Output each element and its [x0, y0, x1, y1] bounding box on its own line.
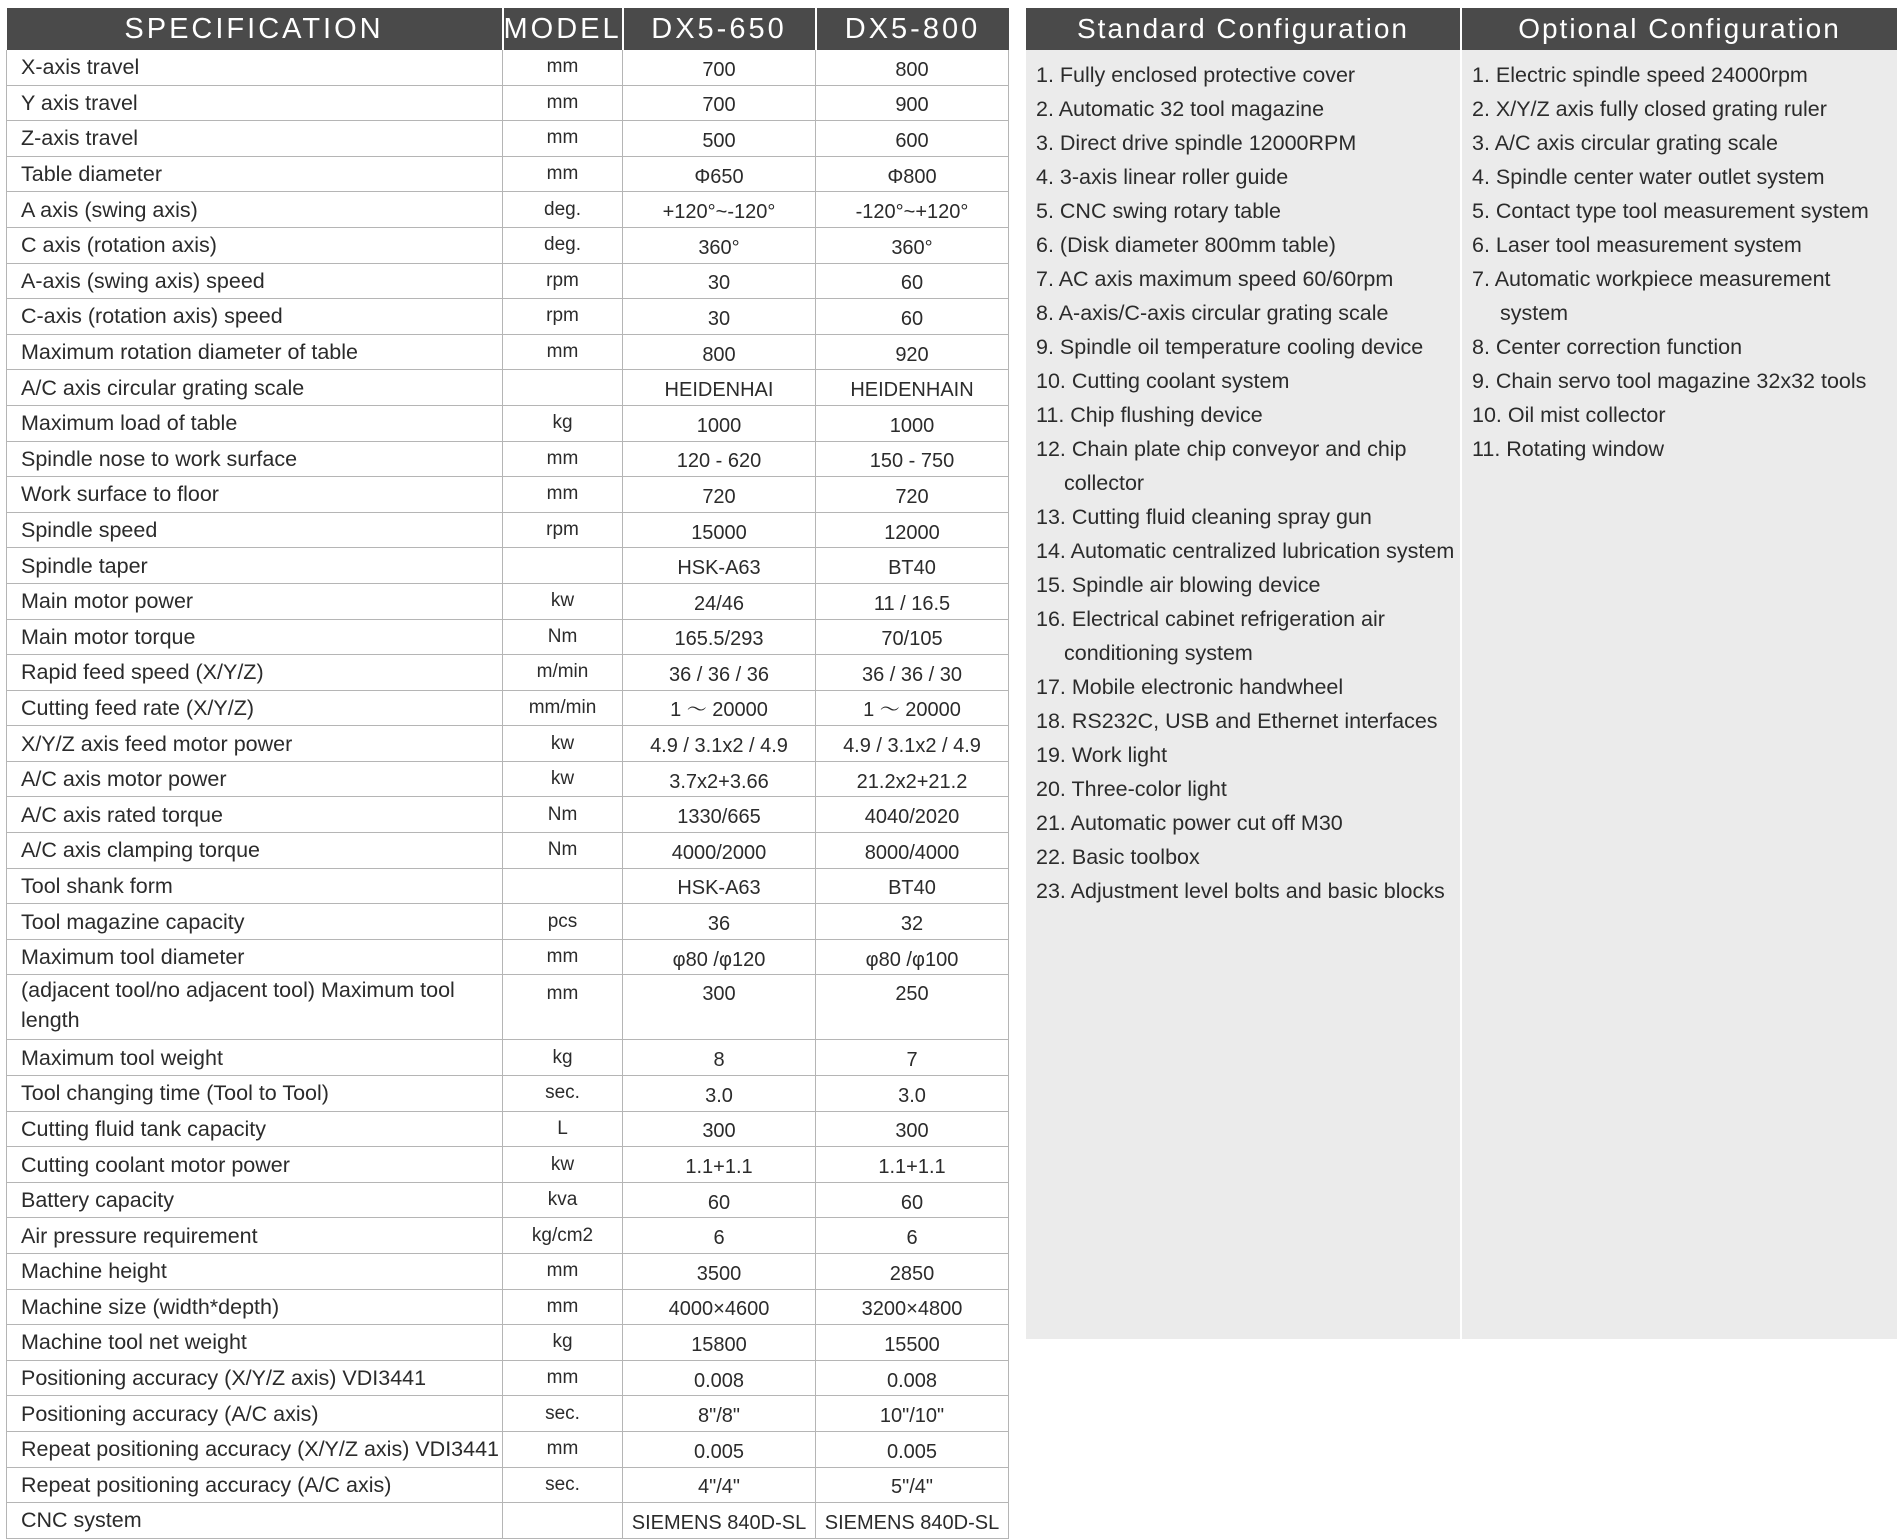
spec-dx5-800-value: 15500 [816, 1325, 1009, 1361]
spec-dx5-650-value: φ80 /φ120 [623, 939, 816, 975]
spec-label-cell: Y axis travel [7, 85, 503, 121]
spec-label-cell: Battery capacity [7, 1182, 503, 1218]
spec-label-cell: A/C axis rated torque [7, 797, 503, 833]
spec-dx5-800-value: 36 / 36 / 30 [816, 655, 1009, 691]
spec-dx5-800-value: 250 [816, 975, 1009, 1040]
specification-table-section [6, 8, 1008, 1539]
table-row [7, 1254, 1009, 1290]
spec-unit-cell: mm [503, 975, 623, 1040]
standard-config-item: 13. Cutting fluid cleaning spray gun [1036, 505, 1372, 529]
spec-dx5-650-value: 1 ～ 20000 [623, 690, 816, 726]
standard-config-item: 3. Direct drive spindle 12000RPM [1036, 131, 1357, 155]
spec-dx5-800-value: 11 / 16.5 [816, 583, 1009, 619]
spec-dx5-800-value: 60 [816, 1182, 1009, 1218]
spec-dx5-650-value: 15800 [623, 1325, 816, 1361]
spec-dx5-650-value: 15000 [623, 512, 816, 548]
table-row [7, 441, 1009, 477]
optional-config-item: 2. X/Y/Z axis fully closed grating ruler [1472, 97, 1827, 121]
optional-configuration-list [1462, 50, 1897, 466]
standard-config-item: 19. Work light [1036, 743, 1168, 767]
standard-config-item: 1. Fully enclosed protective cover [1036, 63, 1356, 87]
spec-unit-cell: deg. [503, 192, 623, 228]
spec-unit-cell: rpm [503, 512, 623, 548]
spec-dx5-800-value: 4040/2020 [816, 797, 1009, 833]
spec-label-cell: Cutting coolant motor power [7, 1147, 503, 1183]
spec-dx5-650-value: 3.7x2+3.66 [623, 761, 816, 797]
table-row [7, 904, 1009, 940]
standard-config-item: 9. Spindle oil temperature cooling device [1036, 335, 1424, 359]
spec-unit-cell: kg [503, 1325, 623, 1361]
spec-dx5-800-value: 6 [816, 1218, 1009, 1254]
specification-table-body [7, 50, 1009, 1538]
spec-label-cell: Spindle nose to work surface [7, 441, 503, 477]
table-row [7, 50, 1009, 85]
spec-dx5-650-value: SIEMENS 840D-SL [623, 1503, 816, 1539]
spec-dx5-800-value: BT40 [816, 548, 1009, 584]
spec-unit-cell: mm [503, 85, 623, 121]
spec-unit-cell: kw [503, 726, 623, 762]
spec-dx5-650-value: 700 [623, 50, 816, 85]
spec-dx5-800-value: 60 [816, 299, 1009, 335]
spec-label-cell: Maximum rotation diameter of table [7, 334, 503, 370]
spec-dx5-800-value: 7 [816, 1040, 1009, 1076]
spec-label-cell: A/C axis circular grating scale [7, 370, 503, 406]
spec-dx5-650-value: 1000 [623, 405, 816, 441]
spec-label-cell: Spindle speed [7, 512, 503, 548]
header-specification: SPECIFICATION [7, 8, 503, 50]
spec-dx5-650-value: 120 - 620 [623, 441, 816, 477]
spec-unit-cell: kw [503, 1147, 623, 1183]
spec-dx5-650-value: 0.005 [623, 1431, 816, 1467]
spec-label-cell: Cutting feed rate (X/Y/Z) [7, 690, 503, 726]
standard-config-item: 11. Chip flushing device [1036, 403, 1263, 427]
table-row [7, 1467, 1009, 1503]
spec-label-cell: Work surface to floor [7, 477, 503, 513]
spec-unit-cell: kw [503, 583, 623, 619]
spec-dx5-800-value: 150 - 750 [816, 441, 1009, 477]
spec-label-cell: Machine height [7, 1254, 503, 1290]
spec-dx5-650-value: 800 [623, 334, 816, 370]
table-row [7, 761, 1009, 797]
spec-unit-cell [503, 370, 623, 406]
spec-dx5-650-value: 3500 [623, 1254, 816, 1290]
spec-unit-cell: kg/cm2 [503, 1218, 623, 1254]
spec-label-cell: Maximum tool weight [7, 1040, 503, 1076]
spec-label-cell: Table diameter [7, 156, 503, 192]
spec-dx5-800-value: BT40 [816, 868, 1009, 904]
spec-label-cell: Tool changing time (Tool to Tool) [7, 1076, 503, 1112]
spec-dx5-650-value: 4"/4" [623, 1467, 816, 1503]
spec-unit-cell: kva [503, 1182, 623, 1218]
table-row [7, 1147, 1009, 1183]
spec-label-cell: Z-axis travel [7, 121, 503, 157]
spec-dx5-800-value: 900 [816, 85, 1009, 121]
table-row [7, 299, 1009, 335]
spec-dx5-800-value: 1000 [816, 405, 1009, 441]
spec-dx5-650-value: 8"/8" [623, 1396, 816, 1432]
table-row [7, 1503, 1009, 1539]
optional-config-item: 11. Rotating window [1472, 437, 1665, 461]
spec-unit-cell: sec. [503, 1396, 623, 1432]
spec-unit-cell: L [503, 1111, 623, 1147]
spec-dx5-800-value: 920 [816, 334, 1009, 370]
table-row [7, 1218, 1009, 1254]
spec-label-cell: Positioning accuracy (A/C axis) [7, 1396, 503, 1432]
spec-dx5-650-value: HSK-A63 [623, 548, 816, 584]
spec-dx5-650-value: 1330/665 [623, 797, 816, 833]
spec-label-cell: Tool magazine capacity [7, 904, 503, 940]
table-row [7, 1431, 1009, 1467]
spec-unit-cell: deg. [503, 227, 623, 263]
spec-dx5-800-value: 5"/4" [816, 1467, 1009, 1503]
standard-configuration-panel [1026, 8, 1462, 1339]
spec-label-cell: C axis (rotation axis) [7, 227, 503, 263]
table-row [7, 263, 1009, 299]
standard-config-item: 18. RS232C, USB and Ethernet interfaces [1036, 709, 1438, 733]
optional-config-item: 9. Chain servo tool magazine 32x32 tools [1472, 369, 1867, 393]
table-row [7, 1289, 1009, 1325]
optional-config-item: 3. A/C axis circular grating scale [1472, 131, 1778, 155]
spec-label-cell: Cutting fluid tank capacity [7, 1111, 503, 1147]
spec-label-cell: Repeat positioning accuracy (A/C axis) [7, 1467, 503, 1503]
table-row [7, 121, 1009, 157]
table-header-row [7, 8, 1009, 50]
standard-configuration-title: Standard Configuration [1026, 8, 1460, 50]
spec-label-cell: X-axis travel [7, 50, 503, 85]
spec-label-cell: C-axis (rotation axis) speed [7, 299, 503, 335]
standard-config-item: 8. A-axis/C-axis circular grating scale [1036, 301, 1389, 325]
standard-config-item: 2. Automatic 32 tool magazine [1036, 97, 1325, 121]
spec-dx5-800-value: 70/105 [816, 619, 1009, 655]
spec-dx5-650-value: 8 [623, 1040, 816, 1076]
spec-unit-cell [503, 548, 623, 584]
standard-config-item: 23. Adjustment level bolts and basic blocks [1036, 879, 1445, 903]
table-row [7, 690, 1009, 726]
table-row [7, 1182, 1009, 1218]
spec-dx5-800-value: 0.008 [816, 1360, 1009, 1396]
spec-unit-cell: pcs [503, 904, 623, 940]
table-row [7, 975, 1009, 1040]
optional-config-item: 5. Contact type tool measurement system [1472, 199, 1869, 223]
spec-dx5-650-value: 300 [623, 975, 816, 1040]
table-row [7, 1040, 1009, 1076]
spec-dx5-650-value: 36 [623, 904, 816, 940]
spec-dx5-650-value: 4000×4600 [623, 1289, 816, 1325]
spec-dx5-800-value: 2850 [816, 1254, 1009, 1290]
spec-unit-cell: Nm [503, 619, 623, 655]
spec-dx5-800-value: 12000 [816, 512, 1009, 548]
spec-dx5-650-value: 300 [623, 1111, 816, 1147]
spec-dx5-800-value: 360° [816, 227, 1009, 263]
spec-dx5-650-value: 4000/2000 [623, 833, 816, 869]
table-row [7, 512, 1009, 548]
table-row [7, 334, 1009, 370]
optional-config-item: 4. Spindle center water outlet system [1472, 165, 1825, 189]
spec-dx5-650-value: 165.5/293 [623, 619, 816, 655]
table-row [7, 939, 1009, 975]
spec-dx5-800-value: Φ800 [816, 156, 1009, 192]
spec-dx5-800-value: 300 [816, 1111, 1009, 1147]
standard-configuration-list [1026, 50, 1460, 908]
spec-label-cell: X/Y/Z axis feed motor power [7, 726, 503, 762]
spec-dx5-650-value: HSK-A63 [623, 868, 816, 904]
standard-config-item: 5. CNC swing rotary table [1036, 199, 1281, 223]
header-dx5-650: DX5-650 [623, 8, 816, 50]
spec-dx5-800-value: 1.1+1.1 [816, 1147, 1009, 1183]
spec-unit-cell: mm [503, 1360, 623, 1396]
spec-unit-cell: rpm [503, 263, 623, 299]
spec-label-cell: Repeat positioning accuracy (X/Y/Z axis) VDI3441 [7, 1431, 503, 1467]
table-row [7, 1360, 1009, 1396]
spec-unit-cell: mm [503, 477, 623, 513]
spec-label-cell: A axis (swing axis) [7, 192, 503, 228]
spec-unit-cell: mm [503, 121, 623, 157]
spec-label-cell: Main motor power [7, 583, 503, 619]
optional-config-item: 8. Center correction function [1472, 335, 1743, 359]
spec-label-cell: Maximum tool diameter [7, 939, 503, 975]
spec-dx5-800-value: 1 ～ 20000 [816, 690, 1009, 726]
spec-label-cell: Spindle taper [7, 548, 503, 584]
spec-dx5-650-value: 0.008 [623, 1360, 816, 1396]
spec-dx5-800-value: -120°~+120° [816, 192, 1009, 228]
spec-dx5-650-value: 720 [623, 477, 816, 513]
spec-label-cell: CNC system [7, 1503, 503, 1539]
optional-config-item: 6. Laser tool measurement system [1472, 233, 1802, 257]
standard-config-item: 4. 3-axis linear roller guide [1036, 165, 1289, 189]
spec-unit-cell: mm [503, 334, 623, 370]
spec-dx5-650-value: 30 [623, 263, 816, 299]
spec-unit-cell: sec. [503, 1076, 623, 1112]
spec-dx5-650-value: +120°~-120° [623, 192, 816, 228]
spec-dx5-800-value: 720 [816, 477, 1009, 513]
spec-dx5-800-value: 800 [816, 50, 1009, 85]
spec-label-cell: Main motor torque [7, 619, 503, 655]
table-row [7, 548, 1009, 584]
spec-unit-cell: Nm [503, 797, 623, 833]
table-row [7, 192, 1009, 228]
spec-dx5-650-value: HEIDENHAI [623, 370, 816, 406]
optional-config-item: 7. Automatic workpiece measurement system [1472, 267, 1831, 325]
standard-config-item: 22. Basic toolbox [1036, 845, 1200, 869]
spec-dx5-650-value: 4.9 / 3.1x2 / 4.9 [623, 726, 816, 762]
spec-dx5-800-value: 8000/4000 [816, 833, 1009, 869]
spec-unit-cell: mm [503, 441, 623, 477]
spec-unit-cell: sec. [503, 1467, 623, 1503]
spec-label-cell: (adjacent tool/no adjacent tool) Maximum tool length [7, 975, 503, 1040]
spec-unit-cell: mm/min [503, 690, 623, 726]
spec-dx5-800-value: HEIDENHAIN [816, 370, 1009, 406]
optional-config-item: 1. Electric spindle speed 24000rpm [1472, 63, 1808, 87]
standard-config-item: 10. Cutting coolant system [1036, 369, 1290, 393]
spec-dx5-650-value: 36 / 36 / 36 [623, 655, 816, 691]
spec-unit-cell: kg [503, 1040, 623, 1076]
spec-label-cell: Rapid feed speed (X/Y/Z) [7, 655, 503, 691]
standard-config-item: 17. Mobile electronic handwheel [1036, 675, 1344, 699]
table-row [7, 156, 1009, 192]
spec-label-cell: Machine size (width*depth) [7, 1289, 503, 1325]
spec-unit-cell: mm [503, 1289, 623, 1325]
spec-unit-cell: mm [503, 1254, 623, 1290]
spec-dx5-650-value: 360° [623, 227, 816, 263]
spec-label-cell: A/C axis clamping torque [7, 833, 503, 869]
table-row [7, 1076, 1009, 1112]
spec-unit-cell: m/min [503, 655, 623, 691]
optional-configuration-title: Optional Configuration [1462, 8, 1897, 50]
spec-unit-cell: kw [503, 761, 623, 797]
standard-config-item: 16. Electrical cabinet refrigeration air conditioning system [1036, 607, 1385, 665]
table-row [7, 227, 1009, 263]
spec-label-cell: Positioning accuracy (X/Y/Z axis) VDI3441 [7, 1360, 503, 1396]
table-row [7, 1111, 1009, 1147]
spec-unit-cell: mm [503, 1431, 623, 1467]
spec-dx5-800-value: 21.2x2+21.2 [816, 761, 1009, 797]
spec-dx5-800-value: φ80 /φ100 [816, 939, 1009, 975]
table-row [7, 370, 1009, 406]
header-model: MODEL [503, 8, 623, 50]
spec-dx5-650-value: 30 [623, 299, 816, 335]
standard-config-item: 12. Chain plate chip conveyor and chip collector [1036, 437, 1407, 495]
standard-config-item: 21. Automatic power cut off M30 [1036, 811, 1343, 835]
spec-dx5-800-value: 0.005 [816, 1431, 1009, 1467]
spec-dx5-800-value: 10"/10" [816, 1396, 1009, 1432]
table-row [7, 655, 1009, 691]
spec-dx5-650-value: 24/46 [623, 583, 816, 619]
table-row [7, 726, 1009, 762]
spec-label-cell: Tool shank form [7, 868, 503, 904]
table-row [7, 1396, 1009, 1432]
table-row [7, 477, 1009, 513]
spec-unit-cell: kg [503, 405, 623, 441]
spec-unit-cell: mm [503, 156, 623, 192]
standard-config-item: 6. (Disk diameter 800mm table) [1036, 233, 1336, 257]
spec-unit-cell: rpm [503, 299, 623, 335]
table-row [7, 405, 1009, 441]
spec-dx5-650-value: 6 [623, 1218, 816, 1254]
spec-dx5-800-value: SIEMENS 840D-SL [816, 1503, 1009, 1539]
standard-config-item: 15. Spindle air blowing device [1036, 573, 1321, 597]
spec-label-cell: Machine tool net weight [7, 1325, 503, 1361]
spec-label-cell: A-axis (swing axis) speed [7, 263, 503, 299]
table-row [7, 797, 1009, 833]
optional-config-item: 10. Oil mist collector [1472, 403, 1666, 427]
spec-unit-cell: mm [503, 939, 623, 975]
spec-label-cell: Air pressure requirement [7, 1218, 503, 1254]
table-row [7, 868, 1009, 904]
table-row [7, 85, 1009, 121]
standard-config-item: 7. AC axis maximum speed 60/60rpm [1036, 267, 1394, 291]
spec-unit-cell: mm [503, 50, 623, 85]
spec-unit-cell: Nm [503, 833, 623, 869]
table-row [7, 583, 1009, 619]
standard-config-item: 14. Automatic centralized lubrication system [1036, 539, 1455, 563]
spec-dx5-650-value: 700 [623, 85, 816, 121]
specification-table [6, 8, 1009, 1539]
spec-dx5-650-value: 1.1+1.1 [623, 1147, 816, 1183]
spec-dx5-800-value: 4.9 / 3.1x2 / 4.9 [816, 726, 1009, 762]
spec-dx5-800-value: 60 [816, 263, 1009, 299]
table-row [7, 1325, 1009, 1361]
spec-label-cell: Maximum load of table [7, 405, 503, 441]
spec-dx5-800-value: 600 [816, 121, 1009, 157]
configuration-section [1026, 8, 1897, 1339]
spec-dx5-650-value: 3.0 [623, 1076, 816, 1112]
spec-dx5-800-value: 3.0 [816, 1076, 1009, 1112]
spec-unit-cell [503, 1503, 623, 1539]
header-dx5-800: DX5-800 [816, 8, 1009, 50]
spec-dx5-800-value: 32 [816, 904, 1009, 940]
standard-config-item: 20. Three-color light [1036, 777, 1227, 801]
spec-dx5-650-value: 500 [623, 121, 816, 157]
table-row [7, 619, 1009, 655]
optional-configuration-panel [1462, 8, 1897, 1339]
spec-unit-cell [503, 868, 623, 904]
spec-dx5-800-value: 3200×4800 [816, 1289, 1009, 1325]
spec-label-cell: A/C axis motor power [7, 761, 503, 797]
spec-dx5-650-value: 60 [623, 1182, 816, 1218]
spec-dx5-650-value: Φ650 [623, 156, 816, 192]
table-row [7, 833, 1009, 869]
